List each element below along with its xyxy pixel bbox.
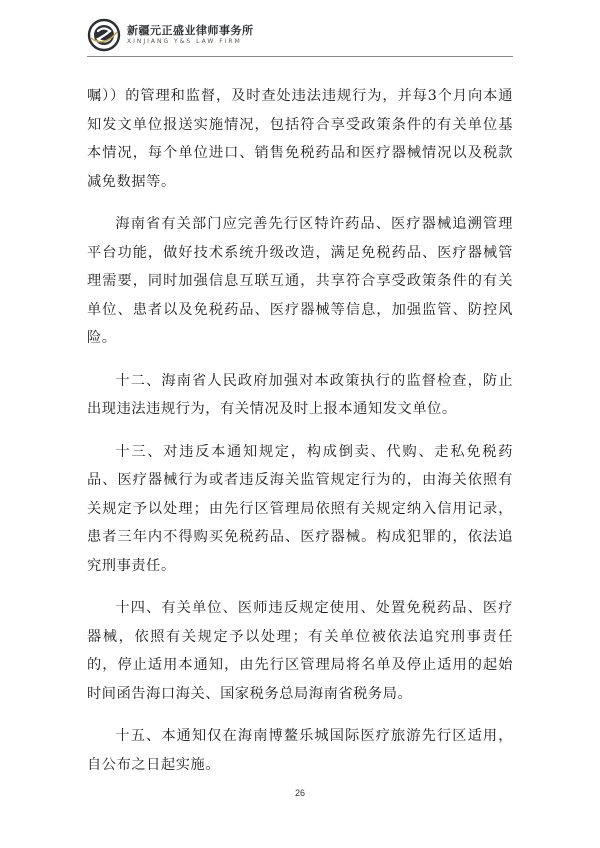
paragraph: 海南省有关部门应完善先行区特许药品、医疗器械追溯管理平台功能，做好技术系统升级改造，满足免税药品、医疗器械管理需要，同时加强信息互联互通，共享符合享受政策条件的有关单位、患者以及免税药品、医疗器械等信息，加强监管、防控风险。 bbox=[87, 216, 513, 346]
document-body bbox=[87, 82, 513, 793]
firm-logo-icon bbox=[87, 18, 121, 52]
firm-name-cn: 新疆元正盛业律师事务所 bbox=[127, 24, 254, 37]
paragraph: 嘱））的管理和监督，及时查处违法违规行为，并每3个月向本通知发文单位报送实施情况，包括符合享受政策条件的有关单位基本情况，每个单位进口、销售免税药品和医疗器械情况以及税款减免数据等。 bbox=[87, 88, 513, 190]
paragraph: 十五、本通知仅在海南博鳌乐城国际医疗旅游先行区适用，自公布之日起实施。 bbox=[87, 728, 513, 773]
page-number: 26 bbox=[294, 788, 305, 798]
firm-brand bbox=[127, 25, 254, 45]
paragraph: 十三、对违反本通知规定，构成倒卖、代购、走私免税药品、医疗器械行为或者违反海关监管规定行为的，由海关依照有关规定予以处理；由先行区管理局依照有关规定纳入信用记录，患者三年内不得购买免税药品、医疗器械。构成犯罪的，依法追究刑事责任。 bbox=[87, 443, 513, 574]
letterhead bbox=[87, 16, 254, 54]
paragraph: 十二、海南省人民政府加强对本政策执行的监督检查，防止出现违法违规行为，有关情况及时上报本通知发文单位。 bbox=[87, 372, 513, 417]
firm-name-en: XINJIANG Y&S LAW FIRM bbox=[127, 38, 242, 45]
paragraph: 十四、有关单位、医师违反规定使用、处置免税药品、医疗器械，依照有关规定予以处理；有关单位被依法追究刑事责任的，停止适用本通知，由先行区管理局将名单及停止适用的起始时间函告海口海关、国家税务总局海南省税务局。 bbox=[87, 600, 513, 702]
header-divider bbox=[87, 56, 513, 57]
